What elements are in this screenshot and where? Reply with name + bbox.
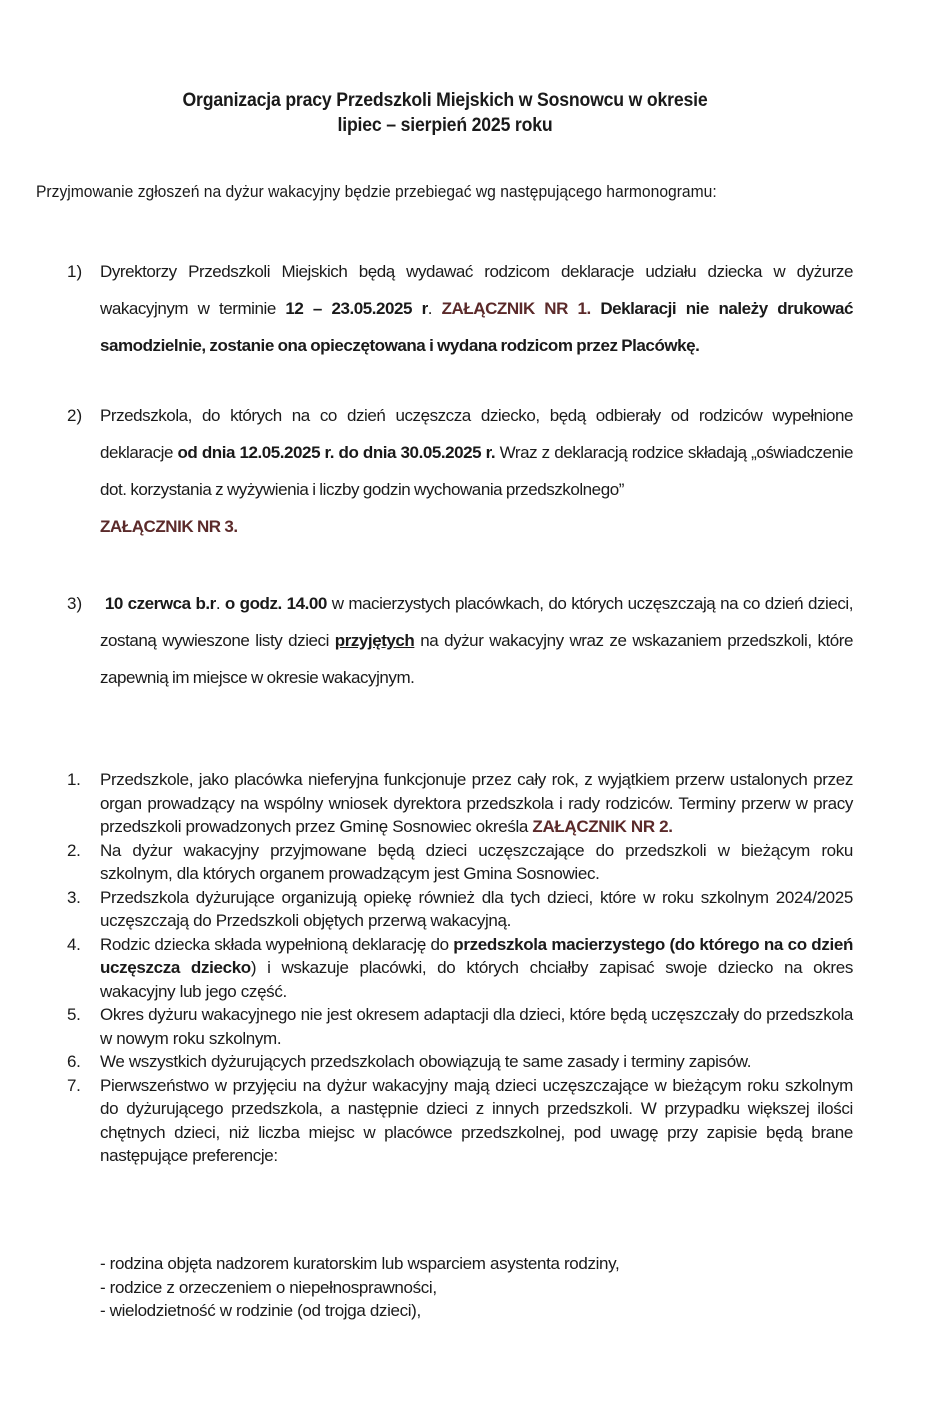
schedule-number: 3) [67,594,83,613]
text-run: Dyrektorzy Przedszkoli Miejskich będą wydawać rodzicom deklaracje udziału dziecka w dyżurze wakacyjnym w terminie [100,262,853,318]
text-run: Rodzic dziecka składa wypełnioną deklarację do [100,934,454,954]
attachment-reference: ZAŁĄCZNIK NR 3. [100,517,238,536]
date-range: 12 – 23.05.2025 r [285,299,428,318]
schedule-text [100,253,853,364]
emphasized-text: przedszkola macierzystego (do którego na co dzień uczęszcza dziecko [100,934,853,977]
rule-text: Pierwszeństwo w przyjęciu na dyżur wakacyjny mają dzieci uczęszczające w bieżącym roku szkolnym do dyżurującego przedszkola, a następnie dzieci z innych przedszkoli. W przypadku większej ilości chętnych dzieci, niż liczba miejsc w placówce przedszkolnej, pod uwagę przy zapisie będą brane następujące preferencje: [100,1075,853,1165]
rule-number: 7. [67,1075,81,1095]
preferences-list [100,1252,619,1323]
preference-item: - rodzina objęta nadzorem kuratorskim lub wsparciem asystenta rodziny, [100,1254,620,1273]
rule-number: 6. [67,1052,81,1071]
preference-item: - wielodzietność w rodzinie (od trojga dzieci), [100,1301,421,1320]
important-note: Deklaracji nie należy drukować samodzielnie, zostanie ona opieczętowana i wydana rodzicom przez Placówkę. [100,299,854,355]
text-run: w macierzystych placówkach, do których uczęszczają na co dzień dzieci, zostaną wywieszone listy dzieci [100,594,854,650]
rules-list [67,768,853,1168]
rule-number: 4. [67,934,81,954]
text-run [591,299,601,318]
schedule-text [100,585,853,696]
rule-item-3 [67,886,853,933]
attachment-reference: ZAŁĄCZNIK NR 2. [532,817,673,836]
text-run: na dyżur wakacyjny wraz ze wskazaniem przedszkoli, które zapewnią im miejsce w okresie wakacyjnym. [100,631,853,687]
text-run: . [215,594,225,613]
schedule-item-2 [67,397,853,545]
rule-text: Okres dyżuru wakacyjnego nie jest okresem adaptacji dla dzieci, które będą uczęszczały do przedszkola w nowym roku szkolnym. [100,1005,853,1048]
rule-item-5 [67,1003,853,1050]
document-title [31,88,859,138]
rule-number: 1. [67,770,81,789]
date-range: od dnia 12.05.2025 r. do dnia 30.05.2025 r. [177,443,496,462]
title-line-2: lipiec – sierpień 2025 roku [337,115,553,136]
rule-text: Przedszkola dyżurujące organizują opiekę również dla tych dzieci, które w roku szkolnym 2024/2025 uczęszczają do Przedszkoli objętych przerwą wakacyjną. [100,887,853,930]
rule-item-2 [67,839,853,886]
text-run: Wraz z deklaracją rodzice składają „oświadczenie dot. korzystania z wyżywienia i liczby godzin wychowania przedszkolnego” [100,443,853,499]
schedule-item-1 [67,253,853,364]
rule-number: 3. [67,887,81,907]
schedule-number: 2) [67,406,83,425]
time: o godz. 14.00 [224,594,327,613]
text-run: . [427,299,442,318]
rule-number: 2. [67,840,81,860]
attachment-reference: ZAŁĄCZNIK NR 1. [441,299,591,318]
schedule-text [100,397,853,545]
schedule-item-3 [67,585,853,696]
emphasized-word: przyjętych [334,631,415,650]
preference-item: - rodzice z orzeczeniem o niepełnosprawności, [100,1277,437,1297]
text-run: Przedszkola, do których na co dzień uczęszcza dziecko, będą odbierały od rodziców wypełnione deklaracje [100,406,853,462]
schedule-number: 1) [67,262,83,281]
title-line-1: Organizacja pracy Przedszkoli Miejskich w Sosnowcu w okresie [182,90,708,111]
rule-text: We wszystkich dyżurujących przedszkolach obowiązują te same zasady i terminy zapisów. [100,1052,752,1071]
text-run: ) i wskazuje placówki, do których chciałby zapisać swoje dziecko na okres wakacyjny lub jego część. [100,958,853,1001]
date: 10 czerwca b.r [104,594,216,613]
rule-item-7 [67,1074,853,1168]
rule-item-6 [67,1050,853,1074]
rule-item-4 [67,933,853,1004]
rule-number: 5. [67,1005,81,1024]
rule-text: Na dyżur wakacyjny przyjmowane będą dzieci uczęszczające do przedszkoli w bieżącym roku szkolnym, dla których organem prowadzącym jest Gmina Sosnowiec. [100,840,853,883]
text-run: Przedszkole, jako placówka nieferyjna funkcjonuje przez cały rok, z wyjątkiem przerw ustalonych przez organ prowadzący na wspólny wniosek dyrektora przedszkola i rady rodziców. Terminy przerw w pracy przedszkoli prowadzonych przez Gminę Sosnowiec określa [100,770,853,836]
rule-item-1 [67,768,853,839]
intro-paragraph: Przyjmowanie zgłoszeń na dyżur wakacyjny będzie przebiegać wg następującego harmonogramu: [36,182,717,201]
